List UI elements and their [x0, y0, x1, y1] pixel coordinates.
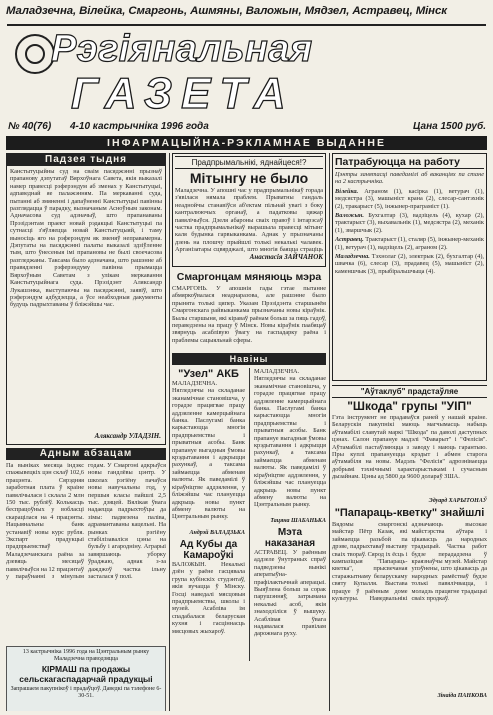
rally-section-heading: Прадпрымальнікі, яднайцеся!? — [175, 156, 323, 169]
issue-number: № 40(76) — [8, 121, 52, 132]
jobs-town: Астравец. — [335, 236, 364, 244]
news-divider — [249, 368, 250, 661]
fair-advert-title: КІРМАШ па продажы сельскагаспадарчай прадукцыі — [19, 664, 153, 684]
fair-advert-line2: Запрашаем пакупнікоў і прадаўцоў. Даведкі па тэлефоне 6-30-51. — [10, 686, 162, 699]
jobs-list: Аграном (1), касірка (1), ветурач (1), медсястра (3), машыніст крана (2), слесар-сантэхнік (2), тракарыст (5), інжынер-праграміст (1). — [335, 187, 485, 210]
skoda-text: Гэта інструмент не прадаваўся раней у нашай краіне. Беларускія пакупнікі маюць магчымасць набыць аўтамабілі славутай маркі "Шкода" па даволі даступных цэнах. Салон прапануе мадэлі "Фаварыт" і "Фелісія". Аўтамабілі пастаўляюцца з заводу і маюць гарантыю. Пры куплі прапануецца крэдыт і абмен старога аўтамабіля на новы. Мадэль "Фелісія" адрозніваецца добрымі тэхнічнымі характарыстыкамі і сучасным дызайнам. Цэны ад 5800 да 9600 долараў ЗША. — [332, 414, 487, 481]
fern-text: Вядомы смаргонскі майстар Пётр Казак, які займаецца разьбой па дрэве, падрыхтаваў выставу сваіх твораў. Сярод іх ёсць і кампазіцыя "Папараць-кветка", прысвечаная старажытнаму беларускаму святу Купалля. Выстава працуе ў раённым доме культуры. Наведвальнікі адзначаюць высокае майстэрства аўтара і цікавасць да народных традыцый. Частка работ будзе перададзена ў краязнаўчы музей. Майстар упэўнены, што цікавасць да народных рамёстваў будзе толькі павялічвацца, і моладзь працягне традыцыі сваіх продкаў. — [332, 521, 487, 603]
event-of-week-signature: Аляксандр УЛАДЗІН. — [94, 432, 161, 440]
autoclub-section: "Аўтаклуб" прадстаўляе — [332, 385, 487, 398]
mayor-text: СМАРГОНЬ. У апошнія гады гэтае пытанне абмяркоўвалася неаднаразова, але рашэнне было прынята толькі цяпер. Указам Прэзідэнта старшынём Смаргонскага райвыканкама прызначаны новы кіраўнік. Былы старшыня, які кіраваў раёнам больш за пяць гадоў, пераведзены на працу ў Мінск. Новы кіраўнік паабяцаў звярнуць асаблівую ўвагу на гаспадарку раёна і праблемы сацыяльнай сферы. — [172, 285, 326, 344]
news-cuba-text: ВАЛОЖЫН. Некалькі дзён у раёне гасцявала група кубінскіх студэнтаў, якія вучацца ў Мінску. Госці наведалі мясцовыя прадпрыемствы, школы і музей. Асабліва ім спадабалася беларуская кухня і гасціннасць мясцовых жыхароў. — [172, 561, 245, 635]
jobs-item — [335, 212, 484, 234]
jobs-list: Бухгалтар (3), вадзіцель (4), кухар (2), трактарыст (3), выхавальнік (1), медсястра (2), механік (1), зваршчык (2). — [335, 212, 485, 234]
jobs-list: Трактарыст (1), сталяр (5), інжынер-механік (1), ветурач (1), вадзіцель (2), аграном (2). — [335, 236, 484, 251]
column-divider — [169, 153, 170, 711]
jobs-town: Маладзечна. — [335, 253, 370, 261]
news-crime-title: Мэта наказаная — [264, 527, 316, 549]
fair-advert-line1: 13 кастрычніка 1996 года на Цэнтральным рынку Маладзечна праводзяцца — [22, 649, 150, 662]
fern-signature: Зінаіда ПАНКОВА — [437, 693, 487, 699]
skoda-signature: Эдуард ХАРЫТОНАЎ — [428, 498, 487, 504]
issue-line — [8, 119, 486, 135]
news-bank-title: "Узел" АКБ — [178, 368, 239, 380]
rally-box — [172, 153, 326, 267]
issue-price: Цана 1500 руб. — [412, 121, 486, 132]
jobs-item — [335, 236, 484, 251]
edition-banner: ІНФАРМАЦЫЙНА-РЭКЛАМНАЕ ВЫДАННЕ — [6, 136, 487, 150]
jobs-intro: Цэнтры занятасці паведамілі аб ваканціях па стане на 2 кастрычніка. — [335, 171, 484, 186]
event-of-week-text: Канстытуцыйны суд на сваім пасяджэнні прызнаў прапанову дэпутатаў Вярхоўнага Савета, якія выказалі намер правесці рэферэндум аб зменах у Канстытуцыі, адпаведнай яе палажэнням. Па меркаванні суда, пытанні аб змяненні і дапаўненні Канстытуцыі павінны разглядацца ў парадку, вызначаным Асноўным законам. Адначасова суд адзначыў, што прапанаваны Прэзідэнтам праект новай рэдакцыі Канстытуцыі па сутнасці з'яўляецца новай Канстытуцыяй, і таму выносіць яго на рэферэндум як зменяў неправамерна. Дэпутаты на пасяджэнні палаты выказалі здзіўленне тым, што ўнесеныя імі прапановы не былі своечасова разгледжаны. Таксама было адзначана, што рашэнне аб правядзенні рэферэндуму павінна прымацца Вярхоўным Саветам з улікам меркавання Канстытуцыйнага суда. Прэзідэнт Аляксандр Лукашэнка, выступаючы на пасяджэнні, заявіў, што рэферэндум адбудзецца, а ўсе неабходныя дакументы будуць падрыхтаваны ў бліжэйшы час. — [10, 168, 162, 309]
jobs-item — [335, 188, 484, 210]
news-bank-signature: Андрэй ВАЛАДЗЬКА — [189, 530, 245, 536]
fern-title: "Папараць-кветку" знайшлі — [334, 507, 485, 519]
jobs-town: Вілейка. — [335, 187, 359, 195]
masthead-title-line1: Рэгіянальная — [51, 28, 313, 70]
rally-title: Мітынгу не было — [189, 170, 309, 186]
news-bank-text-cont: МАЛАДЗЕЧНА. Нягледзячы на складанае эканамічнае становішча, у горадзе працягвае працу аддзяленне камерцыйнага банка. Паслугамі банка карыстаюцца многія прадпрыемствы і прыватныя асобы. Банк прапануе выгадныя ўмовы крэдытавання і адкрыцця рахункаў, а таксама займаецца абменам валюты. Як паведамілі ў кіраўніцтве аддзялення, у бліжэйшы час плануецца адкрыць новы пункт абмену валюты на Цэнтральным рынку. — [253, 368, 326, 509]
column-right — [332, 153, 487, 711]
news-columns — [172, 368, 326, 661]
in-brief-text: Па выніках месяца індэкс спажывецкіх цэн склаў 102,6 працэнта. Сярэдняя заработная плата ў краіне павялічылася і склала 2 млн 150 тыс. рублёў. Колькасць беспрацоўных у вобласці скарацілася на 4 працэнты. Нацыянальны банк устанавіў новы курс рубля. Экспарт прадукцыі прадпрыемстваў Маладзечанскага раёна за дзевяць месяцаў павялічыўся на 12 працэнтаў у параўнанні з мінулым годам. У Смаргоні адкрыўся новы гандлёвы цэнтр. У школах рэгіёну пачаўся новы навучальны год, у першыя класы пайшлі 2,5 тыс. дзяцей. Вялікая ўвага надаецца падрыхтоўцы да зімы: падвезена паліва, адрамантаваны кацельні. На рынках рэгіёну стабілізаваліся цэны на бульбу і агародніну. Аграрыі завяршаюць уборку ўраджаю, аднак з-за дажджоў частка ільну засталася ў полі. — [6, 462, 166, 581]
jobs-heading: Патрабуюцца на работу — [335, 156, 484, 169]
event-of-week-box — [6, 153, 166, 445]
column-middle — [172, 153, 326, 711]
masthead-emblem-icon — [15, 34, 55, 74]
news-left — [172, 368, 245, 661]
news-crime-signature: Тацяна ШАБАНЬКА — [270, 518, 326, 524]
fair-advert — [6, 646, 166, 711]
jobs-list: Тэхнолаг (2), электрык (2), бухгалтар (4), швачка (6), слесар (3), прадавец (5), машыніст (2), каменшчык (3), прыбіральшчыца (4). — [335, 253, 484, 275]
event-of-week-heading: Падзея тыдня — [7, 154, 165, 166]
news-right — [254, 368, 326, 661]
rally-signature: Анастасія ЗАЙЧАНОК — [249, 253, 323, 261]
masthead-title-line2: ГАЗЕТА — [71, 69, 295, 118]
jobs-box — [332, 153, 487, 381]
news-cuba-title: Ад Кубы да Камароўкі — [179, 539, 238, 561]
issue-dates: 4-10 кастрычніка 1996 года — [70, 121, 209, 132]
mayor-title: Смаргонцам мяняюць мэра — [176, 271, 322, 283]
news-bank-text: МАЛАДЗЕЧНА. Нягледзячы на складанае эканамічнае становішча, у горадзе працягвае працу аддзяленне камерцыйнага банка. Паслугамі банка карыстаюцца многія прадпрыемствы і прыватныя асобы. Банк прапануе выгадныя ўмовы крэдытавання і адкрыцця рахункаў, а таксама займаецца абменам валюты. Як паведамілі ў кіраўніцтве аддзялення, у бліжэйшы час плануецца адкрыць новы пункт абмену валюты на Цэнтральным рынку. — [172, 380, 245, 521]
skoda-title: "Шкода" групы "УІП" — [347, 399, 472, 413]
in-brief-heading: Адным абзацам — [6, 448, 166, 460]
news-crime-text: АСТРАВЕЦ. У раённым аддзеле ўнутраных спраў падведзены вынікі аператыўна-прафілактычнай аперацыі. Выяўлена больш за сорак парушэнняў, затрымана некалькі асоб, якія знаходзіліся ў вышуку. Асаблівая ўвага надавалася правілам дарожнага руху. — [253, 549, 326, 638]
jobs-town: Валожын. — [335, 212, 365, 220]
column-divider-2 — [329, 153, 330, 711]
rally-text: Маладзечна. У апошні час у прадпрымальнікаў горада з'явілася нямала праблем. Прыватны гандаль неаднойчы станавіўся аб'ектам пільнай увагі з боку кантралюючых органаў, а падатковы цяжар павялічыўся. Дзеля абароны сваіх правоў і інтарэсаў частка прадпрымальнікаў вырашыла правесці мітынг каля будынка гарвыканкама. Аднак у прызначаны дзень на плошчу прыйшлі толькі некалькі чалавек. Арганізатары сцвярджалі, што многія баяцца страціць — [175, 187, 323, 253]
column-left — [6, 153, 166, 711]
towns-line: Маладзечна, Вілейка, Смаргонь, Ашмяны, Валожын, Мядзел, Астравец, Мінск — [6, 5, 447, 17]
news-heading: Навіны — [172, 353, 326, 365]
masthead — [7, 24, 486, 120]
jobs-item — [335, 253, 484, 275]
